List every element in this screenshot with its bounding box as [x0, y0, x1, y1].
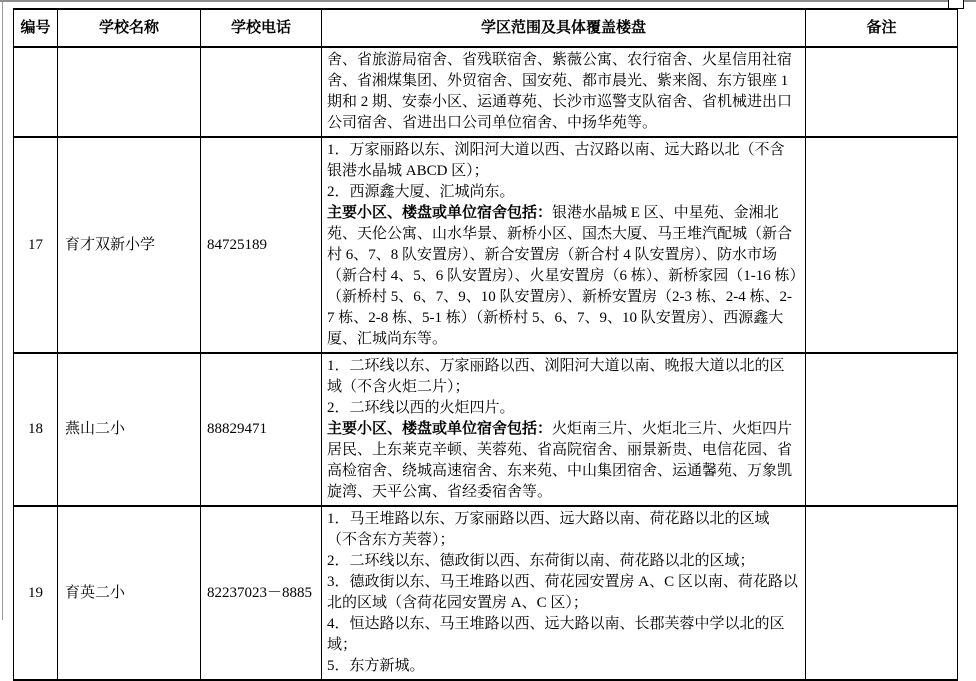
- school-district-table: [13, 8, 958, 681]
- header-id: 编号: [14, 9, 58, 47]
- cell-district-scope: [322, 353, 806, 506]
- district-label-bold: 主要小区、楼盘或单位宿舍包括：: [327, 421, 553, 437]
- cell-school-phone: 88829471: [201, 353, 322, 506]
- district-text: 火炬南三片、火炬北三片、火炬四片居民、上东莱克辛顿、芙蓉苑、省高院宿舍、丽景新贵、电信花园、省高检宿舍、绕城高速宿舍、东来苑、中山集团宿舍、运通馨苑、万象凯旋湾、天平公寓、省经委宿舍等。: [327, 421, 793, 500]
- header-district-scope: 学区范围及具体覆盖楼盘: [322, 9, 806, 47]
- district-text: 1．二环线以东、万家丽路以西、浏阳河大道以南、晚报大道以北的区域（不含火炬二片）；: [327, 358, 785, 395]
- district-text: 银港水晶城 E 区、中星苑、金湘北苑、天伦公寓、山水华景、新桥小区、国杰大厦、马王堆汽配城（新合村 6、7、8 队安置房）、新合安置房（新合村 4 队安置房）、防水市场（新合村 4、5、6 队安置房）、火星安置房（6 栋）、新桥家园（1-16 栋）（新桥村 5、6、7、9、10 队安置房）、新桥安置房（2-3 栋、2-4 栋、2-7 栋、2-8 栋、5-1 栋）（新桥村 5、6、7、9、10 队安置房）、西源鑫大厦、汇城尚东等。: [327, 205, 797, 347]
- cell-school-number: 17: [14, 137, 58, 353]
- district-text: 2．二环线以东、德政街以西、东荷街以南、荷花路以北的区域；: [327, 553, 755, 569]
- district-text: 2．西源鑫大厦、汇城尚东。: [327, 184, 515, 200]
- district-paragraph: [327, 140, 799, 182]
- district-paragraph: [327, 551, 799, 572]
- cell-note: [806, 353, 958, 506]
- cell-school-phone: [201, 47, 322, 137]
- cell-note: [806, 506, 958, 680]
- district-text: 5．东方新城。: [327, 658, 425, 674]
- table-row: [14, 47, 958, 137]
- district-text: 3．德政街以东、马王堆路以西、荷花园安置房 A、C 区以南、荷花路以北的区域（含荷花园安置房 A、C 区）；: [327, 574, 798, 611]
- district-text: 4．恒达路以东、马王堆路以西、远大路以南、长郡芙蓉中学以北的区域；: [327, 616, 785, 653]
- cell-school-name: 育才双新小学: [58, 137, 201, 353]
- cell-school-number: 18: [14, 353, 58, 506]
- cell-school-phone: 84725189: [201, 137, 322, 353]
- district-paragraph: [327, 398, 799, 419]
- table-row: [14, 353, 958, 506]
- cell-school-name: 育英二小: [58, 506, 201, 680]
- table-row: [14, 506, 958, 680]
- cell-school-phone: 82237023－8885: [201, 506, 322, 680]
- header-note: 备注: [806, 9, 958, 47]
- cell-school-number: 19: [14, 506, 58, 680]
- page-top-edge-line: [0, 0, 976, 2]
- district-paragraph: [327, 50, 799, 134]
- district-text: 舍、省旅游局宿舍、省残联宿舍、紫薇公寓、农行宿舍、火星信用社宿舍、省湘煤集团、外贸宿舍、国安苑、都市晨光、紫来阁、东方银座 1 期和 2 期、安泰小区、运通尊苑、长沙市巡警支队宿舍、省机械进出口公司宿舍、省进出口公司单位宿舍、中扬华苑等。: [327, 52, 793, 131]
- district-paragraph: [327, 203, 799, 350]
- cell-district-scope: [322, 506, 806, 680]
- cell-district-scope: [322, 47, 806, 137]
- district-paragraph: [327, 572, 799, 614]
- header-school-phone: 学校电话: [201, 9, 322, 47]
- district-paragraph: [327, 182, 799, 203]
- table-row: [14, 137, 958, 353]
- district-text: 1．万家丽路以东、浏阳河大道以西、古汉路以南、远大路以北（不含银港水晶城 ABCD 区）；: [327, 142, 785, 179]
- district-text: 1．马王堆路以东、万家丽路以西、远大路以南、荷花路以北的区域（不含东方芙蓉）；: [327, 511, 770, 548]
- district-paragraph: [327, 419, 799, 503]
- district-paragraph: [327, 656, 799, 677]
- cell-note: [806, 47, 958, 137]
- cell-note: [806, 137, 958, 353]
- district-paragraph: [327, 614, 799, 656]
- district-paragraph: [327, 356, 799, 398]
- cell-school-name: [58, 47, 201, 137]
- district-paragraph: [327, 509, 799, 551]
- district-label-bold: 主要小区、楼盘或单位宿舍包括：: [327, 205, 553, 221]
- header-school-name: 学校名称: [58, 9, 201, 47]
- district-text: 2．二环线以西的火炬四片。: [327, 400, 515, 416]
- header-row: [14, 9, 958, 47]
- page-left-edge-line: [2, 0, 3, 620]
- cell-school-number: [14, 47, 58, 137]
- cell-school-name: 燕山二小: [58, 353, 201, 506]
- cell-district-scope: [322, 137, 806, 353]
